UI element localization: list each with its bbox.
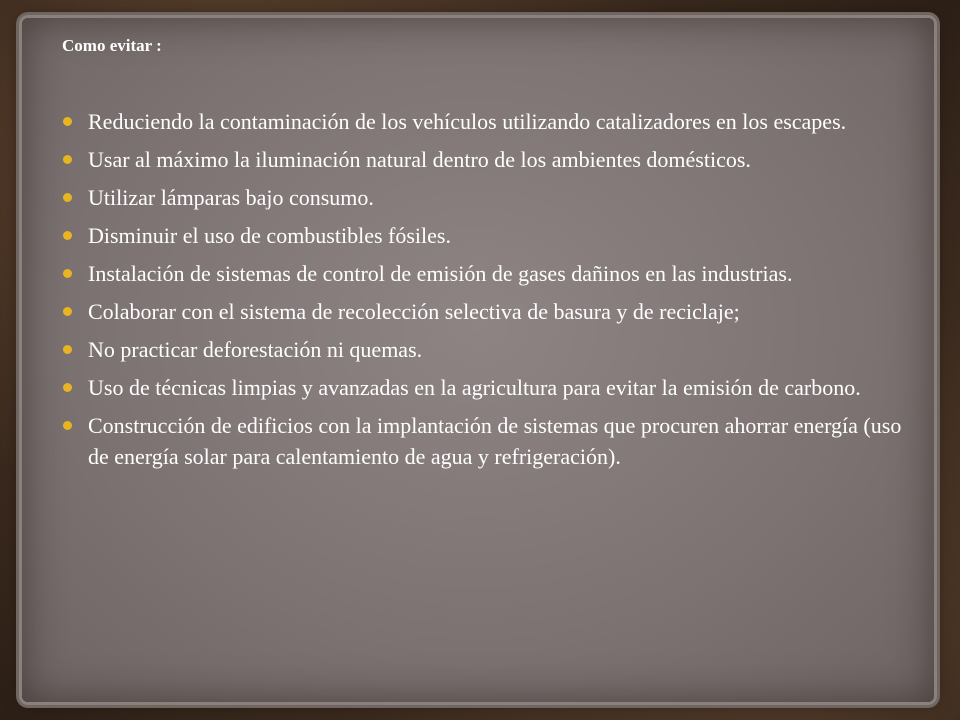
list-item [60,372,910,403]
list-item-text: No practicar deforestación ni quemas. [88,337,423,362]
bullet-icon [63,421,72,430]
list-item [60,106,910,137]
slide-heading: Como evitar : [62,36,162,55]
bullet-icon [63,307,72,316]
bullet-list [60,106,910,479]
list-item [60,410,910,472]
bullet-icon [63,231,72,240]
list-item-text: Construcción de edificios con la implantación de sistemas que procuren ahorrar energía (uso de energía solar para calentamiento de agua y refrigeración). [88,413,902,469]
list-item [60,258,910,289]
bullet-icon [63,269,72,278]
list-item [60,296,910,327]
list-item-text: Uso de técnicas limpias y avanzadas en la agricultura para evitar la emisión de carbono. [88,375,861,400]
bullet-icon [63,345,72,354]
list-item-text: Reduciendo la contaminación de los vehículos utilizando catalizadores en los escapes. [88,109,847,134]
bullet-icon [63,155,72,164]
bullet-icon [63,117,72,126]
list-item-text: Utilizar lámparas bajo consumo. [88,185,374,210]
list-item-text: Colaborar con el sistema de recolección selectiva de basura y de reciclaje; [88,299,740,324]
list-item [60,182,910,213]
list-item-text: Usar al máximo la iluminación natural dentro de los ambientes domésticos. [88,147,751,172]
bullet-icon [63,383,72,392]
list-item-text: Disminuir el uso de combustibles fósiles. [88,223,451,248]
bullet-icon [63,193,72,202]
list-item [60,220,910,251]
list-item [60,334,910,365]
list-item [60,144,910,175]
list-item-text: Instalación de sistemas de control de emisión de gases dañinos en las industrias. [88,261,793,286]
